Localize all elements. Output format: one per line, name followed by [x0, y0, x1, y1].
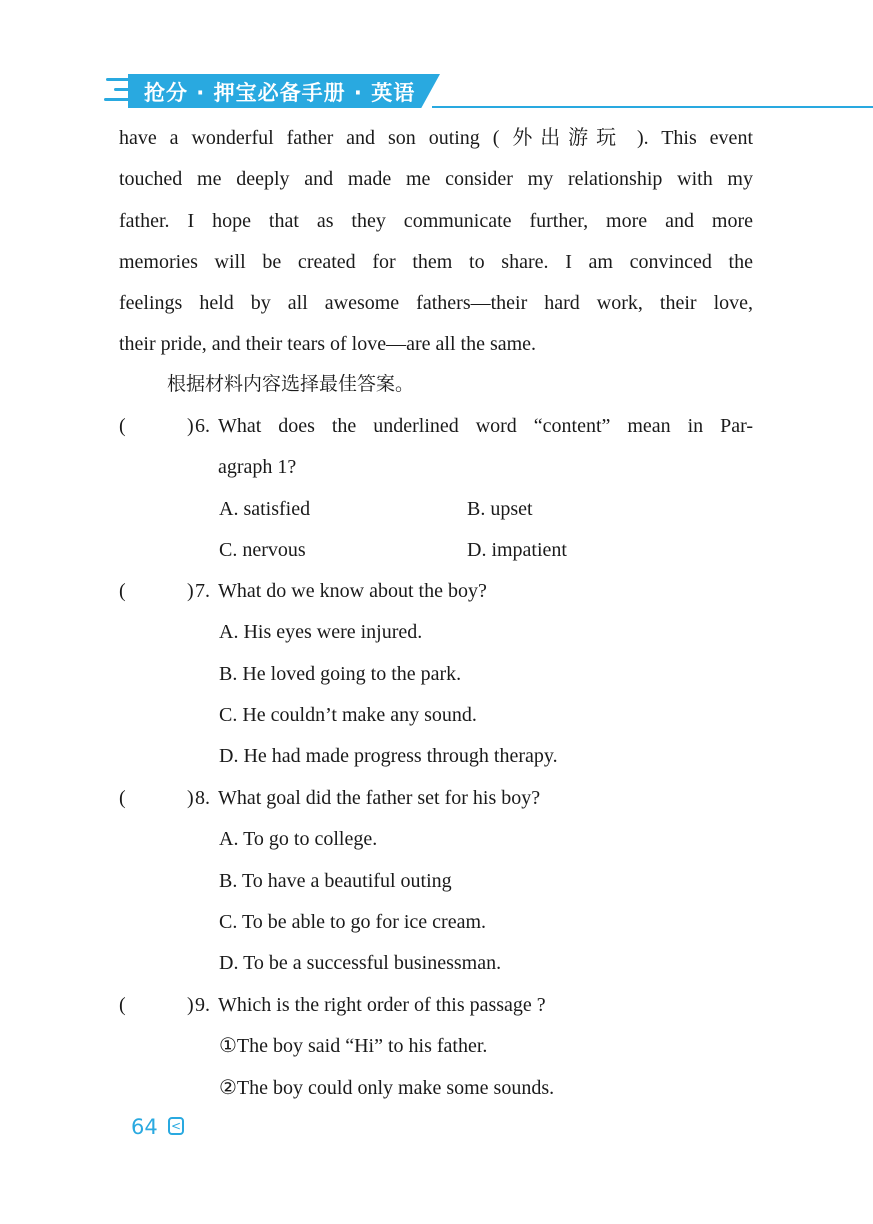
- question-text: What does the underlined word “content” mean in Par-: [218, 415, 753, 437]
- passage-line: father. I hope that as they communicate further, more and more: [119, 209, 753, 232]
- question-6: [119, 406, 759, 571]
- answer-paren-close: ): [187, 787, 194, 809]
- question-number: 7.: [195, 580, 210, 602]
- header-title: 抢分 · 押宝必备手册 · 英语: [144, 81, 416, 105]
- passage-line: feelings held by all awesome fathers—their hard work, their love,: [119, 292, 753, 315]
- page-number: 64: [131, 1115, 158, 1139]
- option-a: A. To go to college.: [219, 828, 378, 851]
- answer-paren-close: ): [187, 994, 194, 1016]
- option-c: C. To be able to go for ice cream.: [219, 910, 487, 933]
- order-item-2: ②The boy could only make some sounds.: [219, 1076, 555, 1099]
- passage: [119, 118, 753, 366]
- option-b: B. He loved going to the park.: [219, 662, 462, 685]
- answer-paren-close: ): [187, 415, 194, 437]
- question-9: [119, 985, 759, 1109]
- passage-line: have a wonderful father and son outing ( 外出游玩 ). This event: [119, 127, 753, 149]
- option-c: C. nervous: [219, 538, 306, 561]
- option-b: B. upset: [467, 497, 533, 520]
- answer-paren-open: (: [119, 580, 126, 602]
- page-header: [0, 64, 873, 116]
- answer-paren-open: (: [119, 787, 126, 809]
- question-text: Which is the right order of this passage ?: [218, 994, 546, 1016]
- header-rule: [432, 106, 873, 108]
- question-text: What goal did the father set for his boy?: [218, 787, 541, 809]
- answer-paren-open: (: [119, 994, 126, 1016]
- passage-line: memories will be created for them to share. I am convinced the: [119, 250, 753, 273]
- instruction: 根据材料内容选择最佳答案。: [167, 373, 415, 395]
- left-arrow-icon: <: [168, 1117, 184, 1135]
- question-number: 8.: [195, 787, 210, 809]
- option-d: D. He had made progress through therapy.: [219, 745, 558, 768]
- question-7: [119, 571, 759, 777]
- option-a: A. His eyes were injured.: [219, 621, 423, 644]
- question-number: 9.: [195, 994, 210, 1016]
- question-text: What do we know about the boy?: [218, 580, 487, 602]
- question-number: 6.: [195, 415, 210, 437]
- option-d: D. To be a successful businessman.: [219, 952, 502, 975]
- order-item-1: ①The boy said “Hi” to his father.: [219, 1035, 488, 1058]
- question-8: [119, 778, 759, 984]
- option-a: A. satisfied: [219, 497, 311, 520]
- passage-line: their pride, and their tears of love—are all the same.: [119, 333, 537, 356]
- passage-line: touched me deeply and made me consider my relationship with my: [119, 168, 753, 191]
- option-c: C. He couldn’t make any sound.: [219, 703, 477, 726]
- answer-paren-close: ): [187, 580, 194, 602]
- answer-paren-open: (: [119, 415, 126, 437]
- option-d: D. impatient: [467, 538, 567, 561]
- question-text: agraph 1?: [218, 456, 297, 479]
- option-b: B. To have a beautiful outing: [219, 869, 452, 892]
